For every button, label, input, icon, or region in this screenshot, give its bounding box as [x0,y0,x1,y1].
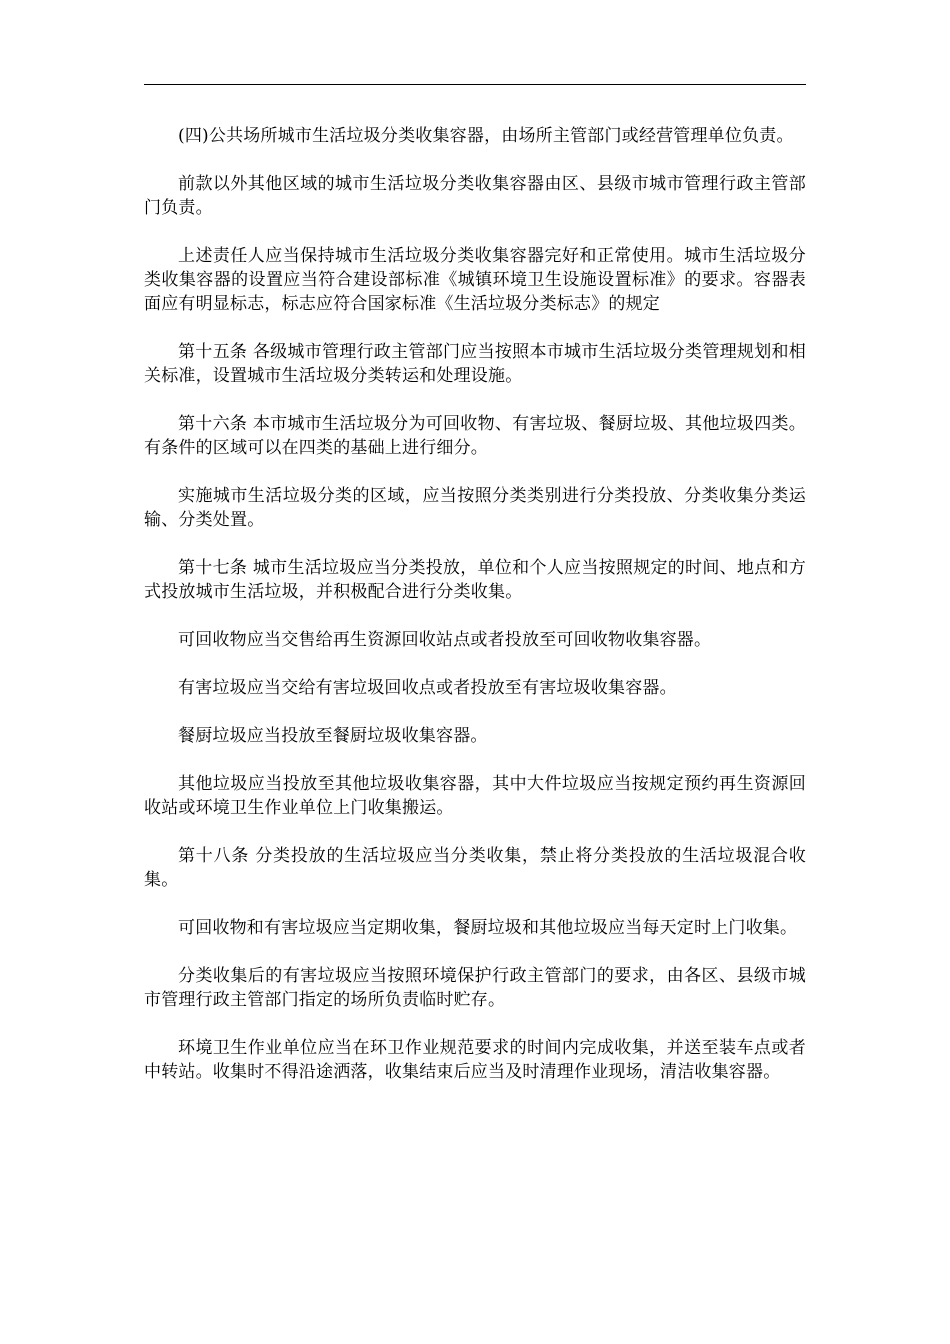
paragraph-5: 第十六条 本市城市生活垃圾分为可回收物、有害垃圾、餐厨垃圾、其他垃圾四类。有条件的区域可以在四类的基础上进行细分。 [144,414,806,458]
paragraph-9: 有害垃圾应当交给有害垃圾回收点或者投放至有害垃圾收集容器。 [178,678,677,698]
paragraph-14: 分类收集后的有害垃圾应当按照环境保护行政主管部门的要求，由各区、县级市城市管理行政主管部门指定的场所负责临时贮存。 [144,966,806,1010]
header-rule [144,84,806,85]
paragraph-6: 实施城市生活垃圾分类的区域，应当按照分类类别进行分类投放、分类收集分类运输、分类处置。 [144,486,806,530]
document-body [144,124,806,1108]
paragraph-3: 上述责任人应当保持城市生活垃圾分类收集容器完好和正常使用。城市生活垃圾分类收集容器的设置应当符合建设部标准《城镇环境卫生设施设置标准》的要求。容器表面应有明显标志，标志应符合国家标准《生活垃圾分类标志》的规定 [144,246,806,314]
paragraph-4: 第十五条 各级城市管理行政主管部门应当按照本市城市生活垃圾分类管理规划和相关标准，设置城市生活垃圾分类转运和处理设施。 [144,342,806,386]
paragraph-15: 环境卫生作业单位应当在环卫作业规范要求的时间内完成收集，并送至装车点或者中转站。收集时不得沿途洒落，收集结束后应当及时清理作业现场，清洁收集容器。 [144,1038,806,1082]
paragraph-1: (四)公共场所城市生活垃圾分类收集容器，由场所主管部门或经营管理单位负责。 [178,126,794,146]
paragraph-7: 第十七条 城市生活垃圾应当分类投放，单位和个人应当按照规定的时间、地点和方式投放城市生活垃圾，并积极配合进行分类收集。 [144,558,806,602]
paragraph-12: 第十八条 分类投放的生活垃圾应当分类收集，禁止将分类投放的生活垃圾混合收集。 [144,846,806,890]
paragraph-10: 餐厨垃圾应当投放至餐厨垃圾收集容器。 [178,726,488,746]
paragraph-13: 可回收物和有害垃圾应当定期收集，餐厨垃圾和其他垃圾应当每天定时上门收集。 [178,918,798,938]
paragraph-8: 可回收物应当交售给再生资源回收站点或者投放至可回收物收集容器。 [178,630,712,650]
paragraph-2: 前款以外其他区域的城市生活垃圾分类收集容器由区、县级市城市管理行政主管部门负责。 [144,174,806,218]
paragraph-11: 其他垃圾应当投放至其他垃圾收集容器，其中大件垃圾应当按规定预约再生资源回收站或环境卫生作业单位上门收集搬运。 [144,774,806,818]
